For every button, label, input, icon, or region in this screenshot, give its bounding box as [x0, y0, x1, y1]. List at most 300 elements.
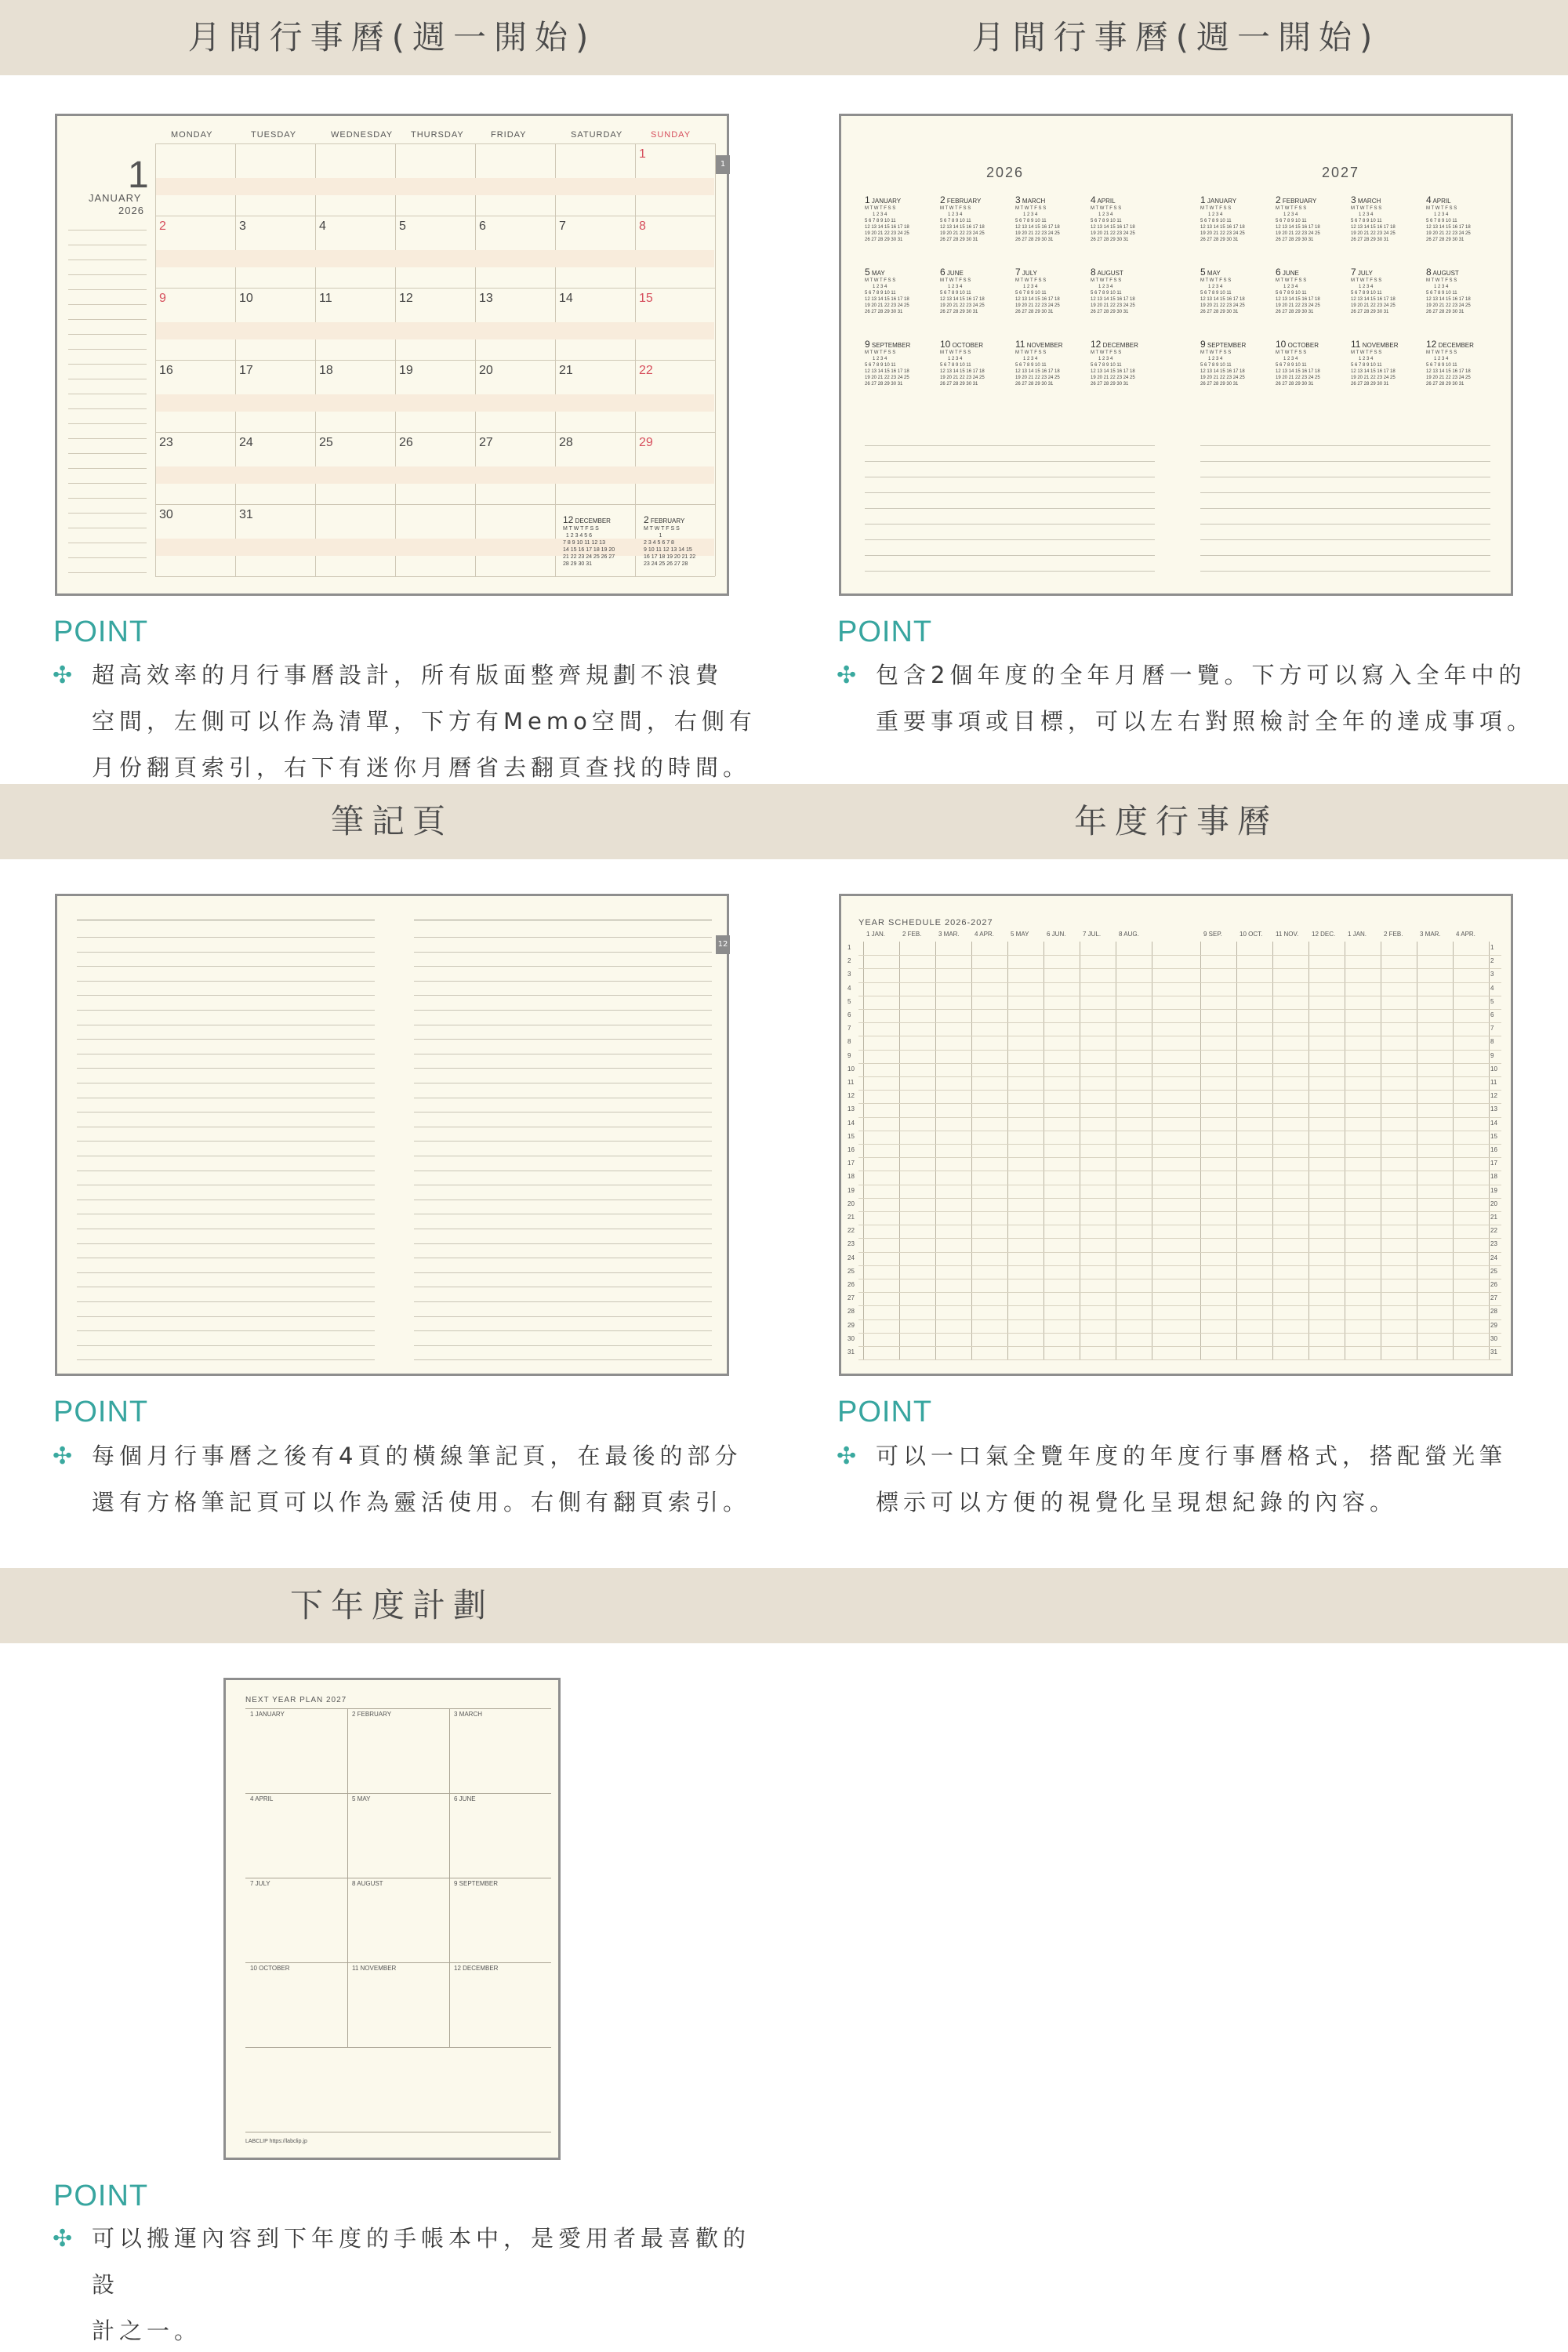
mini-month-days: M T W T F S S 1 2 3 4 5 6 7 8 9 10 11 12 13 14 15 16 17 18 19 20 21 22 23 24 25 26 27 28 29 30 31 — [1426, 350, 1471, 387]
mini-month-number: 2 — [940, 194, 946, 205]
schedule-day-right: 8 — [1490, 1038, 1494, 1046]
mini-calendar-month — [940, 339, 985, 387]
point-line: 還有方格筆記頁可以作為靈活使用。右側有翻頁索引。 — [92, 1489, 751, 1515]
plan-month-label: 8 AUGUST — [352, 1880, 383, 1887]
mini-month-number: 10 — [940, 339, 951, 350]
schedule-month-header: 3 MAR. — [1420, 931, 1441, 938]
mini-calendar-month — [1200, 194, 1245, 243]
schedule-row-line — [858, 1238, 1501, 1239]
mini-calendar-month — [1426, 194, 1471, 243]
mini-calendar-month — [1426, 339, 1474, 387]
memo-line — [1200, 461, 1490, 462]
point-line: 可以搬運內容到下年度的手帳本中，是愛用者最喜歡的設 — [92, 2225, 751, 2298]
note-line — [414, 1243, 712, 1244]
day-number: 10 — [239, 292, 253, 305]
schedule-day-right: 15 — [1490, 1132, 1497, 1140]
memo-line — [865, 571, 1155, 572]
note-line — [77, 1359, 375, 1360]
schedule-day-left: 12 — [848, 1092, 855, 1100]
schedule-day-left: 9 — [848, 1051, 851, 1059]
plan-month-label: 11 NOVEMBER — [352, 1965, 397, 1972]
note-line — [77, 937, 375, 938]
day-number: 12 — [399, 292, 413, 305]
mini-calendar-month — [1015, 267, 1060, 315]
list-line — [68, 304, 147, 305]
schedule-day-right: 9 — [1490, 1051, 1494, 1059]
schedule-day-right: 19 — [1490, 1186, 1497, 1194]
memo-strip — [156, 466, 714, 484]
schedule-day-left: 21 — [848, 1214, 855, 1221]
week-line — [155, 432, 715, 433]
plan-month-label: 5 MAY — [352, 1795, 371, 1802]
note-line — [77, 1345, 375, 1346]
section-band-monthly — [0, 0, 784, 75]
mini-month-name: JULY — [1020, 270, 1037, 277]
mini-month-number: 7 — [1351, 267, 1356, 278]
schedule-month-header: 7 JUL. — [1083, 931, 1102, 938]
schedule-day-left: 10 — [848, 1065, 855, 1073]
mini-month-name: MARCH — [1356, 198, 1381, 205]
mini-month-name: DECEMBER — [575, 517, 611, 524]
point-line: 包含2個年度的全年月曆一覽。下方可以寫入全年中的 — [876, 662, 1526, 688]
day-divider — [235, 143, 236, 576]
point-heading: POINT — [837, 615, 933, 648]
mini-month-days: M T W T F S S 1 2 3 4 5 6 7 8 9 10 11 12 13 14 15 16 17 18 19 20 21 22 23 24 25 26 27 28 29 30 31 — [865, 350, 909, 387]
schedule-day-right: 23 — [1490, 1240, 1497, 1248]
schedule-row-line — [858, 1076, 1501, 1077]
mini-month-name: MAY — [1205, 270, 1221, 277]
schedule-row-line — [858, 1103, 1501, 1104]
brand-footer: LABCLIP https://labclip.jp — [245, 2139, 307, 2144]
memo-line — [1200, 508, 1490, 509]
schedule-day-left: 30 — [848, 1334, 855, 1342]
week-line — [155, 143, 715, 144]
schedule-day-right: 22 — [1490, 1227, 1497, 1235]
weekday-header: FRIDAY — [491, 130, 527, 140]
mini-month-number: 12 — [563, 514, 574, 525]
mini-month-name: SEPTEMBER — [869, 342, 911, 349]
mini-month-number: 4 — [1426, 194, 1432, 205]
mini-month-name: NOVEMBER — [1360, 342, 1399, 349]
memo-strip — [156, 394, 714, 412]
mini-month-days: M T W T F S S 1 2 3 4 5 6 7 8 9 10 11 12 13 14 15 16 17 18 19 20 21 22 23 24 25 26 27 28 29 30 31 — [1091, 350, 1135, 387]
plan-month-label: 4 APRIL — [250, 1795, 274, 1802]
schedule-day-left: 3 — [848, 971, 851, 978]
day-number: 23 — [159, 436, 173, 449]
month-year: 2026 — [118, 205, 144, 216]
mini-month-days: M T W T F S S 1 2 3 4 5 6 7 8 9 10 11 12 13 14 15 16 17 18 19 20 21 22 23 24 25 26 27 28 29 30 31 — [1276, 206, 1320, 242]
note-line — [77, 1301, 375, 1302]
schedule-month-header: 4 APR. — [975, 931, 994, 938]
schedule-row-line — [858, 1333, 1501, 1334]
plan-month-label: 10 OCTOBER — [250, 1965, 290, 1972]
day-divider — [635, 143, 636, 576]
day-number: 15 — [639, 292, 653, 305]
mini-month-name: DECEMBER — [1436, 342, 1474, 349]
memo-line — [865, 461, 1155, 462]
lined-notes-page — [55, 894, 729, 1376]
mini-calendar-month — [1276, 194, 1320, 243]
notes-index-tab[interactable]: 12 — [716, 935, 730, 954]
day-number: 31 — [239, 508, 253, 521]
day-number: 27 — [479, 436, 493, 449]
schedule-day-right: 4 — [1490, 984, 1494, 992]
note-line — [414, 1301, 712, 1302]
schedule-day-right: 18 — [1490, 1173, 1497, 1181]
weekday-header: SATURDAY — [571, 130, 623, 140]
day-divider — [315, 143, 316, 576]
schedule-day-right: 11 — [1490, 1079, 1497, 1086]
schedule-day-right: 2 — [1490, 957, 1494, 965]
mini-month-days: M T W T F S S 1 2 3 4 5 6 7 8 9 10 11 12 13 14 15 16 17 18 19 20 21 22 23 24 25 26 27 28 29 30 31 — [1091, 206, 1135, 242]
schedule-day-right: 6 — [1490, 1011, 1494, 1018]
schedule-month-header: 4 APR. — [1456, 931, 1475, 938]
day-number: 25 — [319, 436, 333, 449]
schedule-row-line — [858, 1211, 1501, 1212]
day-number: 4 — [319, 220, 326, 233]
day-number: 3 — [239, 220, 246, 233]
schedule-row-line — [858, 1090, 1501, 1091]
note-line — [77, 1068, 375, 1069]
schedule-row-line — [858, 1346, 1501, 1347]
mini-month-name: JULY — [1356, 270, 1373, 277]
month-index-tab[interactable]: 1 — [716, 155, 730, 174]
mini-month-name: APRIL — [1431, 198, 1451, 205]
yearly-calendar-page — [839, 114, 1513, 596]
mini-month-name: SEPTEMBER — [1205, 342, 1247, 349]
mini-month-days: M T W T F S S 1 2 3 4 5 6 7 8 9 10 11 12 13 14 15 16 17 18 19 20 21 22 23 24 25 26 27 28 29 30 31 — [563, 526, 615, 567]
mini-calendar-month — [1200, 339, 1246, 387]
mini-month-number: 3 — [1015, 194, 1021, 205]
day-number: 19 — [399, 364, 413, 377]
mini-calendar-month — [865, 194, 909, 243]
mini-month-name: OCTOBER — [1286, 342, 1319, 349]
day-number: 9 — [159, 292, 166, 305]
day-number: 18 — [319, 364, 333, 377]
schedule-row-line — [858, 1359, 1501, 1360]
plan-month-label: 12 DECEMBER — [454, 1965, 499, 1972]
mini-month-number: 6 — [1276, 267, 1281, 278]
sparkle-icon: ✣ — [53, 1443, 78, 1470]
day-number: 2 — [159, 220, 166, 233]
mini-month-number: 2 — [644, 514, 649, 525]
day-divider — [155, 143, 156, 576]
mini-calendar-next — [644, 514, 695, 568]
mini-calendar-month — [1351, 194, 1396, 243]
schedule-day-left: 17 — [848, 1160, 855, 1167]
year-heading-right: 2027 — [1322, 165, 1360, 180]
note-line — [77, 1330, 375, 1331]
note-line — [77, 995, 375, 996]
memo-line — [865, 555, 1155, 556]
schedule-day-right: 12 — [1490, 1092, 1497, 1100]
section-title: 下年度計劃 — [289, 1586, 494, 1624]
list-line — [68, 557, 147, 558]
schedule-day-left: 25 — [848, 1267, 855, 1275]
mini-month-number: 12 — [1426, 339, 1437, 350]
schedule-day-left: 26 — [848, 1281, 855, 1288]
sparkle-icon: ✣ — [837, 662, 862, 689]
mini-month-days: M T W T F S S 1 2 3 4 5 6 7 8 9 10 11 12 13 14 15 16 17 18 19 20 21 22 23 24 25 26 27 28 29 30 31 — [1351, 206, 1396, 242]
schedule-row-line — [858, 1198, 1501, 1199]
memo-line — [865, 445, 1155, 446]
schedule-row-line — [858, 1319, 1501, 1320]
schedule-day-right: 7 — [1490, 1025, 1494, 1033]
point-line: 超高效率的月行事曆設計，所有版面整齊規劃不浪費 — [92, 662, 724, 688]
day-number: 7 — [559, 220, 566, 233]
point-description — [837, 652, 1550, 745]
schedule-day-right: 17 — [1490, 1160, 1497, 1167]
schedule-day-right: 24 — [1490, 1254, 1497, 1261]
schedule-col-line — [1453, 942, 1454, 1359]
mini-month-days: M T W T F S S 1 2 3 4 5 6 7 8 9 10 11 12 13 14 15 16 17 18 19 20 21 22 23 24 25 26 27 28 29 30 31 — [865, 278, 909, 314]
mini-month-name: JUNE — [945, 270, 964, 277]
note-line — [414, 966, 712, 967]
sparkle-icon: ✣ — [837, 1443, 862, 1470]
schedule-row-line — [858, 1063, 1501, 1064]
schedule-day-left: 31 — [848, 1348, 855, 1356]
plan-col-line — [347, 1708, 348, 2047]
day-number: 8 — [639, 220, 646, 233]
note-line — [414, 1345, 712, 1346]
schedule-col-line — [1236, 942, 1237, 1359]
mini-calendar-month — [865, 267, 909, 315]
note-line — [414, 1068, 712, 1069]
schedule-col-line — [1272, 942, 1273, 1359]
day-number: 22 — [639, 364, 653, 377]
note-line — [414, 1039, 712, 1040]
note-line — [77, 952, 375, 953]
mini-month-days: M T W T F S S 1 2 3 4 5 6 7 8 9 10 11 12 13 14 15 16 17 18 19 20 21 22 23 24 25 26 27 28 29 30 31 — [1091, 278, 1135, 314]
point-line: 空間，左側可以作為清單，下方有Memo空間，右側有 — [92, 708, 757, 735]
sparkle-icon: ✣ — [53, 2225, 78, 2252]
schedule-col-line — [1007, 942, 1008, 1359]
section-band-next-year — [0, 1568, 1568, 1643]
schedule-day-right: 14 — [1490, 1119, 1497, 1127]
list-line — [68, 289, 147, 290]
mini-calendar-month — [1276, 339, 1320, 387]
list-line — [68, 498, 147, 499]
note-line — [77, 1039, 375, 1040]
list-line — [68, 483, 147, 484]
schedule-col-line — [863, 942, 864, 1359]
mini-calendar-month — [1091, 194, 1135, 243]
mini-month-days: M T W T F S S 1 2 3 4 5 6 7 8 9 10 11 12 13 14 15 16 17 18 19 20 21 22 23 24 25 26 27 28 29 30 31 — [1200, 206, 1245, 242]
schedule-day-left: 19 — [848, 1186, 855, 1194]
note-line — [414, 1330, 712, 1331]
schedule-col-line — [1200, 942, 1201, 1359]
mini-calendar-prev — [563, 514, 615, 568]
schedule-day-right: 27 — [1490, 1294, 1497, 1302]
schedule-day-right: 3 — [1490, 971, 1494, 978]
month-name: JANUARY — [89, 192, 142, 204]
mini-month-days: M T W T F S S 1 2 3 4 5 6 7 8 9 10 11 12 13 14 15 16 17 18 19 20 21 22 23 24 25 26 27 28 29 30 31 — [940, 350, 985, 387]
mini-month-days: M T W T F S S 1 2 3 4 5 6 7 8 9 10 11 12 13 14 15 16 17 18 19 20 21 22 23 24 25 26 27 28 29 30 31 — [1426, 278, 1471, 314]
monthly-calendar-page — [55, 114, 729, 596]
schedule-day-left: 22 — [848, 1227, 855, 1235]
mini-month-number: 8 — [1426, 267, 1432, 278]
point-line: 計之一。 — [92, 2318, 202, 2344]
mini-month-number: 11 — [1015, 339, 1025, 350]
schedule-day-left: 13 — [848, 1105, 855, 1113]
mini-month-name: JANUARY — [869, 198, 902, 205]
memo-line — [1200, 492, 1490, 493]
memo-line — [865, 492, 1155, 493]
mini-month-number: 8 — [1091, 267, 1096, 278]
day-divider — [715, 143, 716, 576]
mini-month-name: JANUARY — [1205, 198, 1237, 205]
mini-month-number: 10 — [1276, 339, 1287, 350]
mini-month-name: JUNE — [1280, 270, 1299, 277]
list-line — [68, 453, 147, 454]
schedule-row-line — [858, 982, 1501, 983]
mini-calendar-month — [1091, 267, 1135, 315]
schedule-row-line — [858, 1265, 1501, 1266]
mini-month-number: 6 — [940, 267, 946, 278]
schedule-day-left: 4 — [848, 984, 851, 992]
day-number: 11 — [319, 292, 332, 305]
week-line — [155, 504, 715, 505]
mini-month-name: OCTOBER — [950, 342, 983, 349]
plan-month-label: 1 JANUARY — [250, 1711, 285, 1718]
weekday-header: THURSDAY — [411, 130, 464, 140]
mini-month-days: M T W T F S S 1 2 3 4 5 6 7 8 9 10 11 12 13 14 15 16 17 18 19 20 21 22 23 24 25 26 27 28 29 30 31 — [1015, 206, 1060, 242]
mini-month-days: M T W T F S S 1 2 3 4 5 6 7 8 9 10 11 12 13 14 15 16 17 18 19 20 21 22 23 24 25 26 27 28 29 30 31 — [1015, 350, 1060, 387]
mini-month-name: APRIL — [1095, 198, 1116, 205]
plan-month-label: 2 FEBRUARY — [352, 1711, 392, 1718]
point-description — [53, 1433, 758, 1526]
point-line: 標示可以方便的視覺化呈現想紀錄的內容。 — [876, 1489, 1398, 1515]
mini-calendar-month — [1015, 194, 1060, 243]
day-number: 1 — [639, 147, 646, 161]
point-heading: POINT — [53, 2180, 149, 2212]
memo-line — [1200, 539, 1490, 540]
schedule-day-left: 1 — [848, 944, 851, 951]
schedule-day-right: 10 — [1490, 1065, 1497, 1073]
memo-line — [1200, 445, 1490, 446]
schedule-row-line — [858, 1050, 1501, 1051]
mini-month-days: M T W T F S S 1 2 3 4 5 6 7 8 9 10 11 12 13 14 15 16 17 18 19 20 21 22 23 24 25 26 27 28 29 30 31 — [1276, 278, 1320, 314]
schedule-month-header: 1 JAN. — [1348, 931, 1367, 938]
note-line — [77, 1272, 375, 1273]
weekday-header: MONDAY — [171, 130, 213, 140]
section-band-yearly-calendar — [784, 0, 1568, 75]
schedule-day-right: 26 — [1490, 1281, 1497, 1288]
note-line — [414, 1141, 712, 1142]
schedule-row-line — [858, 955, 1501, 956]
plan-col-line — [449, 1708, 450, 2047]
note-line — [414, 995, 712, 996]
weekday-header: SUNDAY — [651, 130, 691, 140]
note-line — [414, 981, 712, 982]
day-number: 21 — [559, 364, 573, 377]
point-line: 可以一口氣全覽年度的年度行事曆格式，搭配螢光筆 — [876, 1443, 1508, 1469]
schedule-month-header: 12 DEC. — [1312, 931, 1336, 938]
day-number: 24 — [239, 436, 253, 449]
note-line — [77, 966, 375, 967]
day-number: 30 — [159, 508, 173, 521]
schedule-col-line — [1308, 942, 1309, 1359]
day-number: 17 — [239, 364, 253, 377]
mini-month-days: M T W T F S S 1 2 3 4 5 6 7 8 9 10 11 12 13 14 15 16 17 18 19 20 21 22 23 24 25 26 27 28 29 30 31 — [1200, 350, 1245, 387]
schedule-row-line — [858, 1022, 1501, 1023]
mini-month-name: AUGUST — [1431, 270, 1459, 277]
schedule-col-line — [899, 942, 900, 1359]
schedule-title: YEAR SCHEDULE 2026-2027 — [858, 918, 993, 927]
mini-month-name: MAY — [869, 270, 885, 277]
schedule-day-right: 16 — [1490, 1146, 1497, 1153]
schedule-day-right: 20 — [1490, 1200, 1497, 1207]
note-line — [77, 981, 375, 982]
day-divider — [555, 143, 556, 576]
point-line: 重要事項或目標，可以左右對照檢討全年的達成事項。 — [876, 708, 1535, 735]
plan-row-line — [245, 1962, 551, 1963]
schedule-day-right: 25 — [1490, 1267, 1497, 1275]
mini-month-number: 5 — [865, 267, 870, 278]
note-line — [414, 1272, 712, 1273]
note-line — [414, 952, 712, 953]
next-year-title: NEXT YEAR PLAN 2027 — [245, 1696, 347, 1704]
day-number: 28 — [559, 436, 573, 449]
mini-month-name: AUGUST — [1095, 270, 1123, 277]
note-line — [414, 1316, 712, 1317]
day-divider — [475, 143, 476, 576]
schedule-day-left: 29 — [848, 1321, 855, 1329]
plan-row-line — [245, 1793, 551, 1794]
schedule-col-line — [971, 942, 972, 1359]
day-number: 29 — [639, 436, 653, 449]
note-line — [414, 1010, 712, 1011]
schedule-month-header: 2 FEB. — [902, 931, 922, 938]
schedule-month-header: 6 JUN. — [1047, 931, 1066, 938]
schedule-day-left: 6 — [848, 1011, 851, 1018]
list-line — [68, 334, 147, 335]
section-band-notes — [0, 784, 784, 859]
schedule-row-line — [858, 1009, 1501, 1010]
memo-line — [1200, 571, 1490, 572]
mini-calendar-month — [1091, 339, 1138, 387]
mini-month-number: 1 — [865, 194, 870, 205]
list-line — [68, 274, 147, 275]
schedule-month-header: 9 SEP. — [1203, 931, 1222, 938]
schedule-row-line — [858, 1292, 1501, 1293]
schedule-month-header: 11 NOV. — [1276, 931, 1299, 938]
list-line — [68, 423, 147, 424]
mini-month-days: M T W T F S S 1 2 3 4 5 6 7 8 9 10 11 12 13 14 15 16 17 18 19 20 21 22 23 24 25 26 27 28 29 30 31 — [1200, 278, 1245, 314]
section-title: 月間行事曆(週一開始) — [971, 18, 1381, 56]
memo-line — [865, 508, 1155, 509]
mini-month-number: 5 — [1200, 267, 1206, 278]
mini-month-number: 9 — [1200, 339, 1206, 350]
list-line — [68, 572, 147, 573]
schedule-day-left: 5 — [848, 997, 851, 1005]
mini-month-name: FEBRUARY — [1280, 198, 1317, 205]
point-line: 月份翻頁索引，右下有迷你月曆省去翻頁查找的時間。 — [92, 754, 751, 781]
mini-month-days: M T W T F S S 1 2 3 4 5 6 7 8 9 10 11 12 13 14 15 16 17 18 19 20 21 22 23 24 25 26 27 28 — [644, 526, 696, 567]
day-number: 5 — [399, 220, 406, 233]
month-number: 1 — [128, 154, 149, 196]
section-title: 筆記頁 — [330, 802, 453, 840]
schedule-day-left: 2 — [848, 957, 851, 965]
schedule-month-header: 2 FEB. — [1384, 931, 1403, 938]
schedule-day-right: 13 — [1490, 1105, 1497, 1113]
schedule-day-left: 27 — [848, 1294, 855, 1302]
point-description — [53, 652, 758, 791]
point-heading: POINT — [837, 1396, 933, 1428]
schedule-month-header: 1 JAN. — [866, 931, 886, 938]
schedule-day-left: 24 — [848, 1254, 855, 1261]
mini-month-days: M T W T F S S 1 2 3 4 5 6 7 8 9 10 11 12 13 14 15 16 17 18 19 20 21 22 23 24 25 26 27 28 29 30 31 — [1015, 278, 1060, 314]
